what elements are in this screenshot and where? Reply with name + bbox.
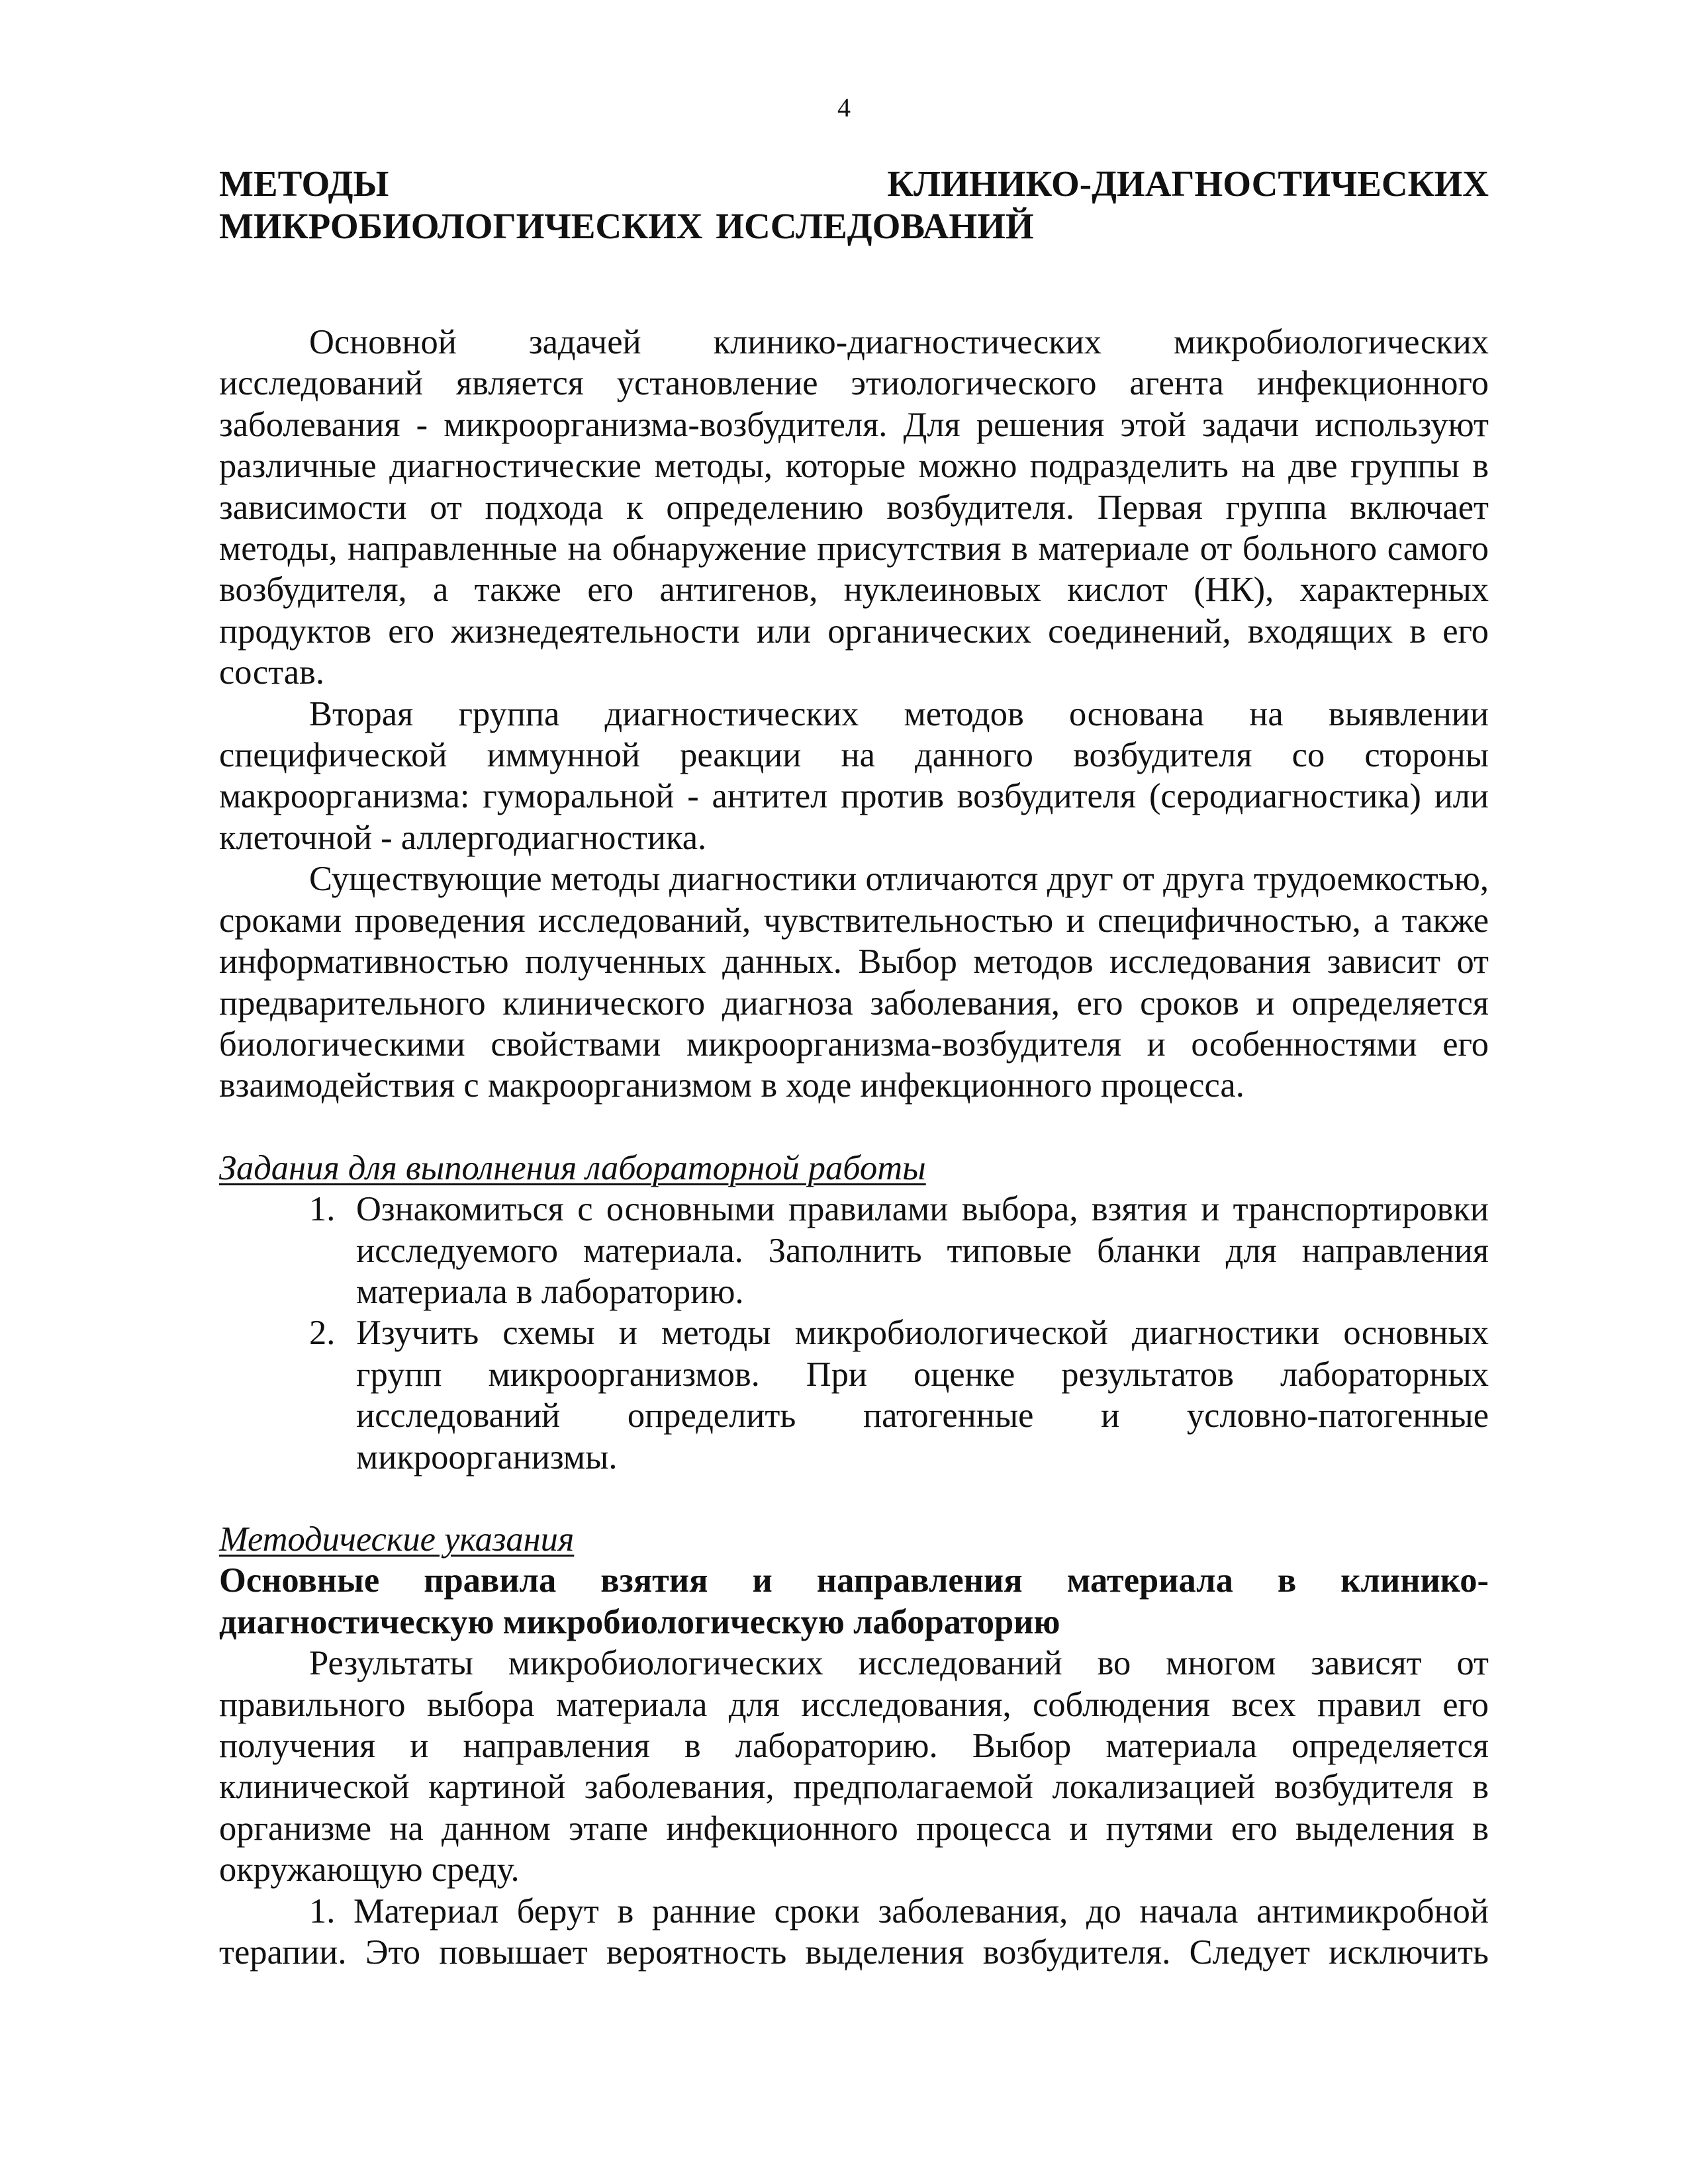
task-text-1: Ознакомиться с основными правилами выбора, взятия и транспортировки исследуемого материала. Заполнить типовые бланки для направления материала в лабораторию. [356,1190,1489,1311]
spacer [219,1107,1489,1148]
page-content [219,163,1489,1973]
intro-paragraph-2: Вторая группа диагностических методов основана на выявлении специфической иммунной реакции на данного возбудителя со стороны макроорганизма: гуморальной - антител против возбудителя (серодиагностика) или клеточной - аллергодиагностика. [219,694,1489,857]
task-number-1: 1. [309,1190,336,1229]
tasks-heading: Задания для выполнения лабораторной работы [219,1148,926,1187]
rules-heading: Основные правила взятия и направления материала в клинико-диагностическую микробиологическую лабораторию [219,1561,1489,1641]
spacer [219,248,1489,322]
task-number-2: 2. [309,1314,336,1353]
spacer [219,1478,1489,1519]
page-title: МЕТОДЫ КЛИНИКО-ДИАГНОСТИЧЕСКИХ МИКРОБИОЛОГИЧЕСКИХ ИССЛЕДОВАНИЙ [219,163,1489,246]
guidelines-heading: Методические указания [219,1520,575,1559]
intro-paragraph-3: Существующие методы диагностики отличаются друг от друга трудоемкостью, сроками проведения исследований, чувствительностью и специфичностью, а также информативностью полученных данных. Выбор методов исследования зависит от предварительного клинического диагноза заболевания, его сроков и определяется биологическими свойствами микроорганизма-возбудителя и особенностями его взаимодействия с макроорганизмом в ходе инфекционного процесса. [219,860,1489,1105]
intro-paragraph-1: Основной задачей клинико-диагностических микробиологических исследований является установление этиологического агента инфекционного заболевания - микроорганизма-возбудителя. Для решения этой задачи используют различные диагностические методы, которые можно подразделить на две группы в зависимости от подхода к определению возбудителя. Первая группа включает методы, направленные на обнаружение присутствия в материале от больного самого возбудителя, а также его антигенов, нуклеиновых кислот (НК), характерных продуктов его жизнедеятельности или органических соединений, входящих в его состав. [219,323,1489,692]
task-text-2: Изучить схемы и методы микробиологической диагностики основных групп микроорганизмов. При оценке результатов лабораторных исследований определить патогенные и условно-патогенные микроорганизмы. [356,1314,1489,1477]
rules-paragraph-1: Результаты микробиологических исследований во многом зависят от правильного выбора материала для исследования, соблюдения всех правил его получения и направления в лабораторию. Выбор материала определяется клинической картиной заболевания, предполагаемой локализацией возбудителя в организме на данном этапе инфекционного процесса и путями его выделения в окружающую среду. [219,1644,1489,1889]
rules-paragraph-2: 1. Материал берут в ранние сроки заболевания, до начала антимикробной терапии. Это повышает вероятность выделения возбудителя. Следует исключить [219,1891,1489,1972]
task-item-1 [219,1189,1489,1312]
tasks-list [219,1189,1489,1478]
page-number: 4 [837,93,851,122]
task-item-2 [219,1312,1489,1478]
